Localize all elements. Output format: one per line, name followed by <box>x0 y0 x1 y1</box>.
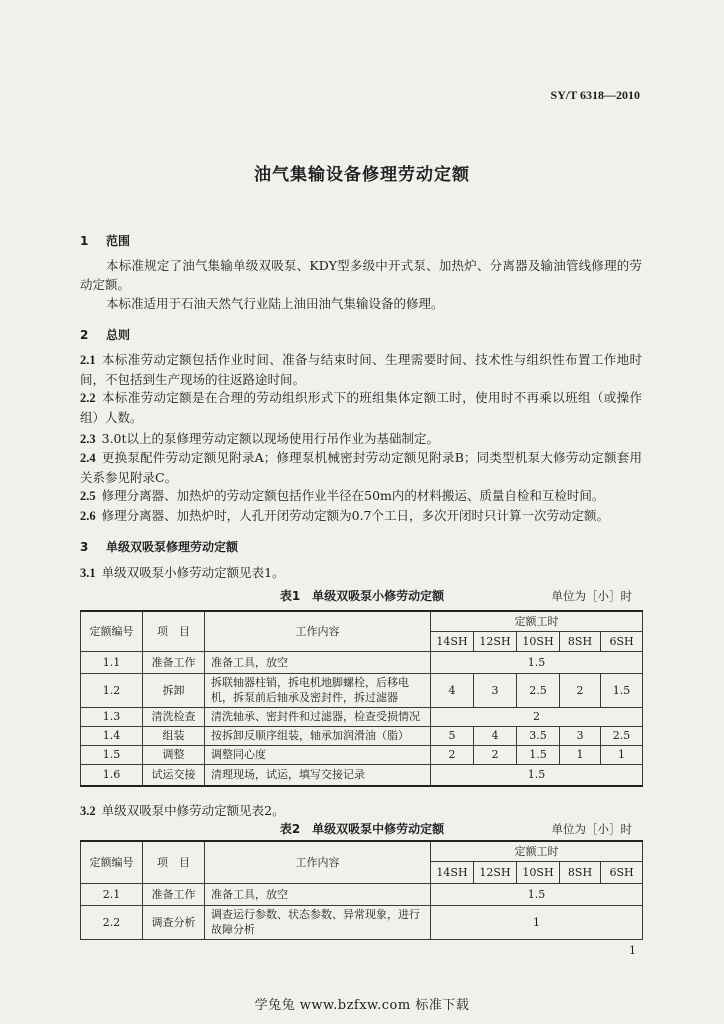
section-title: 范围 <box>106 234 131 248</box>
clause-number: 2.6 <box>80 509 96 523</box>
cell-code: 1.3 <box>81 707 143 726</box>
table-row <box>81 745 643 764</box>
section-heading-3 <box>80 538 238 555</box>
cell-hours: 2.5 <box>517 673 560 707</box>
cell-hours: 3 <box>560 726 601 745</box>
clause <box>80 350 642 389</box>
clause-text: 单级双吸泵小修劳动定额见表1。 <box>101 565 285 580</box>
labor-quota-table-2 <box>80 840 643 940</box>
cell-hours: 3.5 <box>517 726 560 745</box>
clause-number: 2.4 <box>80 451 96 465</box>
cell-hours: 1 <box>431 905 643 939</box>
clause-text: 修理分离器、加热炉时，人孔开闭劳动定额为0.7个工日，多次开闭时只计算一次劳动定额。 <box>101 508 610 523</box>
clause-text: 本标准劳动定额包括作业时间、准备与结束时间、生理需要时间、技术性与组织性布置工作地时间，不包括到生产现场的往返路途时间。 <box>80 352 642 387</box>
clause <box>80 429 642 449</box>
document-number: SY/T 6318—2010 <box>550 88 640 102</box>
cell-item: 准备工作 <box>143 883 205 905</box>
cell-item: 拆卸 <box>143 673 205 707</box>
clause <box>80 506 642 526</box>
cell-code: 1.4 <box>81 726 143 745</box>
cell-code: 2.1 <box>81 883 143 905</box>
cell-item: 调查分析 <box>143 905 205 939</box>
model-header: 14SH <box>431 861 474 883</box>
model-header: 6SH <box>601 631 643 651</box>
table-row <box>81 883 643 905</box>
clause-number: 2.5 <box>80 489 96 503</box>
model-header: 6SH <box>601 861 643 883</box>
model-header: 12SH <box>474 861 517 883</box>
column-header: 定额编号 <box>81 841 143 883</box>
section-number: 3 <box>80 540 89 554</box>
column-header: 项 目 <box>143 611 205 651</box>
section-heading-1 <box>80 232 130 249</box>
section-title: 单级双吸泵修理劳动定额 <box>106 540 239 554</box>
cell-code: 1.1 <box>81 651 143 673</box>
cell-item: 准备工作 <box>143 651 205 673</box>
cell-content: 调查运行参数、状态参数、异常现象，进行故障分析 <box>205 905 431 939</box>
cell-hours: 5 <box>431 726 474 745</box>
column-header: 定额编号 <box>81 611 143 651</box>
cell-code: 1.2 <box>81 673 143 707</box>
column-header: 定额工时 <box>431 841 643 861</box>
labor-quota-table-1 <box>80 610 643 787</box>
clause-text: 本标准劳动定额是在合理的劳动组织形式下的班组集体定额工时，使用时不再乘以班组（或操作组）人数。 <box>80 390 642 425</box>
table-unit: 单位为［小］时 <box>551 822 632 836</box>
clause <box>80 563 642 583</box>
cell-code: 1.5 <box>81 745 143 764</box>
clause-number: 2.3 <box>80 432 96 446</box>
cell-content: 清洗轴承、密封件和过滤器，检查受损情况 <box>205 707 431 726</box>
table-row <box>81 764 643 786</box>
cell-hours: 2 <box>560 673 601 707</box>
paragraph: 本标准规定了油气集输单级双吸泵、KDY型多级中开式泵、加热炉、分离器及输油管线修理的劳动定额。 <box>80 258 642 292</box>
clause-text: 更换泵配件劳动定额见附录A；修理泵机械密封劳动定额见附录B；同类型机泵大修劳动定额套用关系参见附录C。 <box>80 450 642 485</box>
cell-code: 2.2 <box>81 905 143 939</box>
cell-hours: 2.5 <box>601 726 643 745</box>
table-row <box>81 673 643 707</box>
cell-hours: 1.5 <box>517 745 560 764</box>
footer-watermark: 学兔兔 www.bzfxw.com 标准下载 <box>254 998 470 1013</box>
column-header: 工作内容 <box>205 841 431 883</box>
clause <box>80 801 642 821</box>
clause <box>80 486 642 506</box>
cell-content: 按拆卸反顺序组装，轴承加润滑油（脂） <box>205 726 431 745</box>
clause-number: 3.1 <box>80 566 96 580</box>
clause <box>80 388 642 427</box>
table-caption: 表2 单级双吸泵中修劳动定额 <box>279 822 445 836</box>
cell-hours: 2 <box>431 745 474 764</box>
cell-hours: 1.5 <box>431 764 643 786</box>
document-title: 油气集输设备修理劳动定额 <box>254 165 470 185</box>
cell-hours: 4 <box>474 726 517 745</box>
cell-hours: 2 <box>474 745 517 764</box>
cell-hours: 2 <box>431 707 643 726</box>
cell-hours: 1 <box>560 745 601 764</box>
clause-number: 2.2 <box>80 391 96 405</box>
cell-content: 清理现场，试运，填写交接记录 <box>205 764 431 786</box>
cell-hours: 1 <box>601 745 643 764</box>
cell-item: 清洗检查 <box>143 707 205 726</box>
column-header: 定额工时 <box>431 611 643 631</box>
cell-item: 组装 <box>143 726 205 745</box>
cell-hours: 1.5 <box>601 673 643 707</box>
clause-text: 3.0t以上的泵修理劳动定额以现场使用行吊作业为基础制定。 <box>101 431 440 446</box>
table-row <box>81 726 643 745</box>
model-header: 12SH <box>474 631 517 651</box>
cell-content: 准备工具，放空 <box>205 883 431 905</box>
table-row <box>81 651 643 673</box>
model-header: 10SH <box>517 861 560 883</box>
table-row <box>81 905 643 939</box>
model-header: 14SH <box>431 631 474 651</box>
cell-code: 1.6 <box>81 764 143 786</box>
clause <box>80 448 642 487</box>
section-number: 1 <box>80 234 89 248</box>
table-header-row <box>81 611 643 631</box>
clause-number: 3.2 <box>80 804 96 818</box>
column-header: 工作内容 <box>205 611 431 651</box>
clause-text: 单级双吸泵中修劳动定额见表2。 <box>101 803 285 818</box>
cell-content: 调整同心度 <box>205 745 431 764</box>
model-header: 8SH <box>560 861 601 883</box>
table-unit: 单位为［小］时 <box>551 589 632 603</box>
cell-hours: 3 <box>474 673 517 707</box>
cell-hours: 1.5 <box>431 651 643 673</box>
table-header-row <box>81 841 643 861</box>
clause-number: 2.1 <box>80 353 96 367</box>
paragraph: 本标准适用于石油天然气行业陆上油田油气集输设备的修理。 <box>106 296 444 311</box>
cell-content: 拆联轴器柱销，拆电机地脚螺栓，后移电机，拆泵前后轴承及密封件，拆过滤器 <box>205 673 431 707</box>
model-header: 10SH <box>517 631 560 651</box>
model-header: 8SH <box>560 631 601 651</box>
table-row <box>81 707 643 726</box>
section-number: 2 <box>80 328 89 342</box>
cell-hours: 4 <box>431 673 474 707</box>
cell-item: 调整 <box>143 745 205 764</box>
section-title: 总则 <box>106 328 131 342</box>
section-heading-2 <box>80 326 130 343</box>
table-caption: 表1 单级双吸泵小修劳动定额 <box>279 589 445 603</box>
column-header: 项 目 <box>143 841 205 883</box>
cell-item: 试运交接 <box>143 764 205 786</box>
clause-text: 修理分离器、加热炉的劳动定额包括作业半径在50m内的材料搬运、质量自检和互检时间。 <box>101 488 605 503</box>
cell-hours: 1.5 <box>431 883 643 905</box>
page-number: 1 <box>629 944 636 957</box>
cell-content: 准备工具，放空 <box>205 651 431 673</box>
